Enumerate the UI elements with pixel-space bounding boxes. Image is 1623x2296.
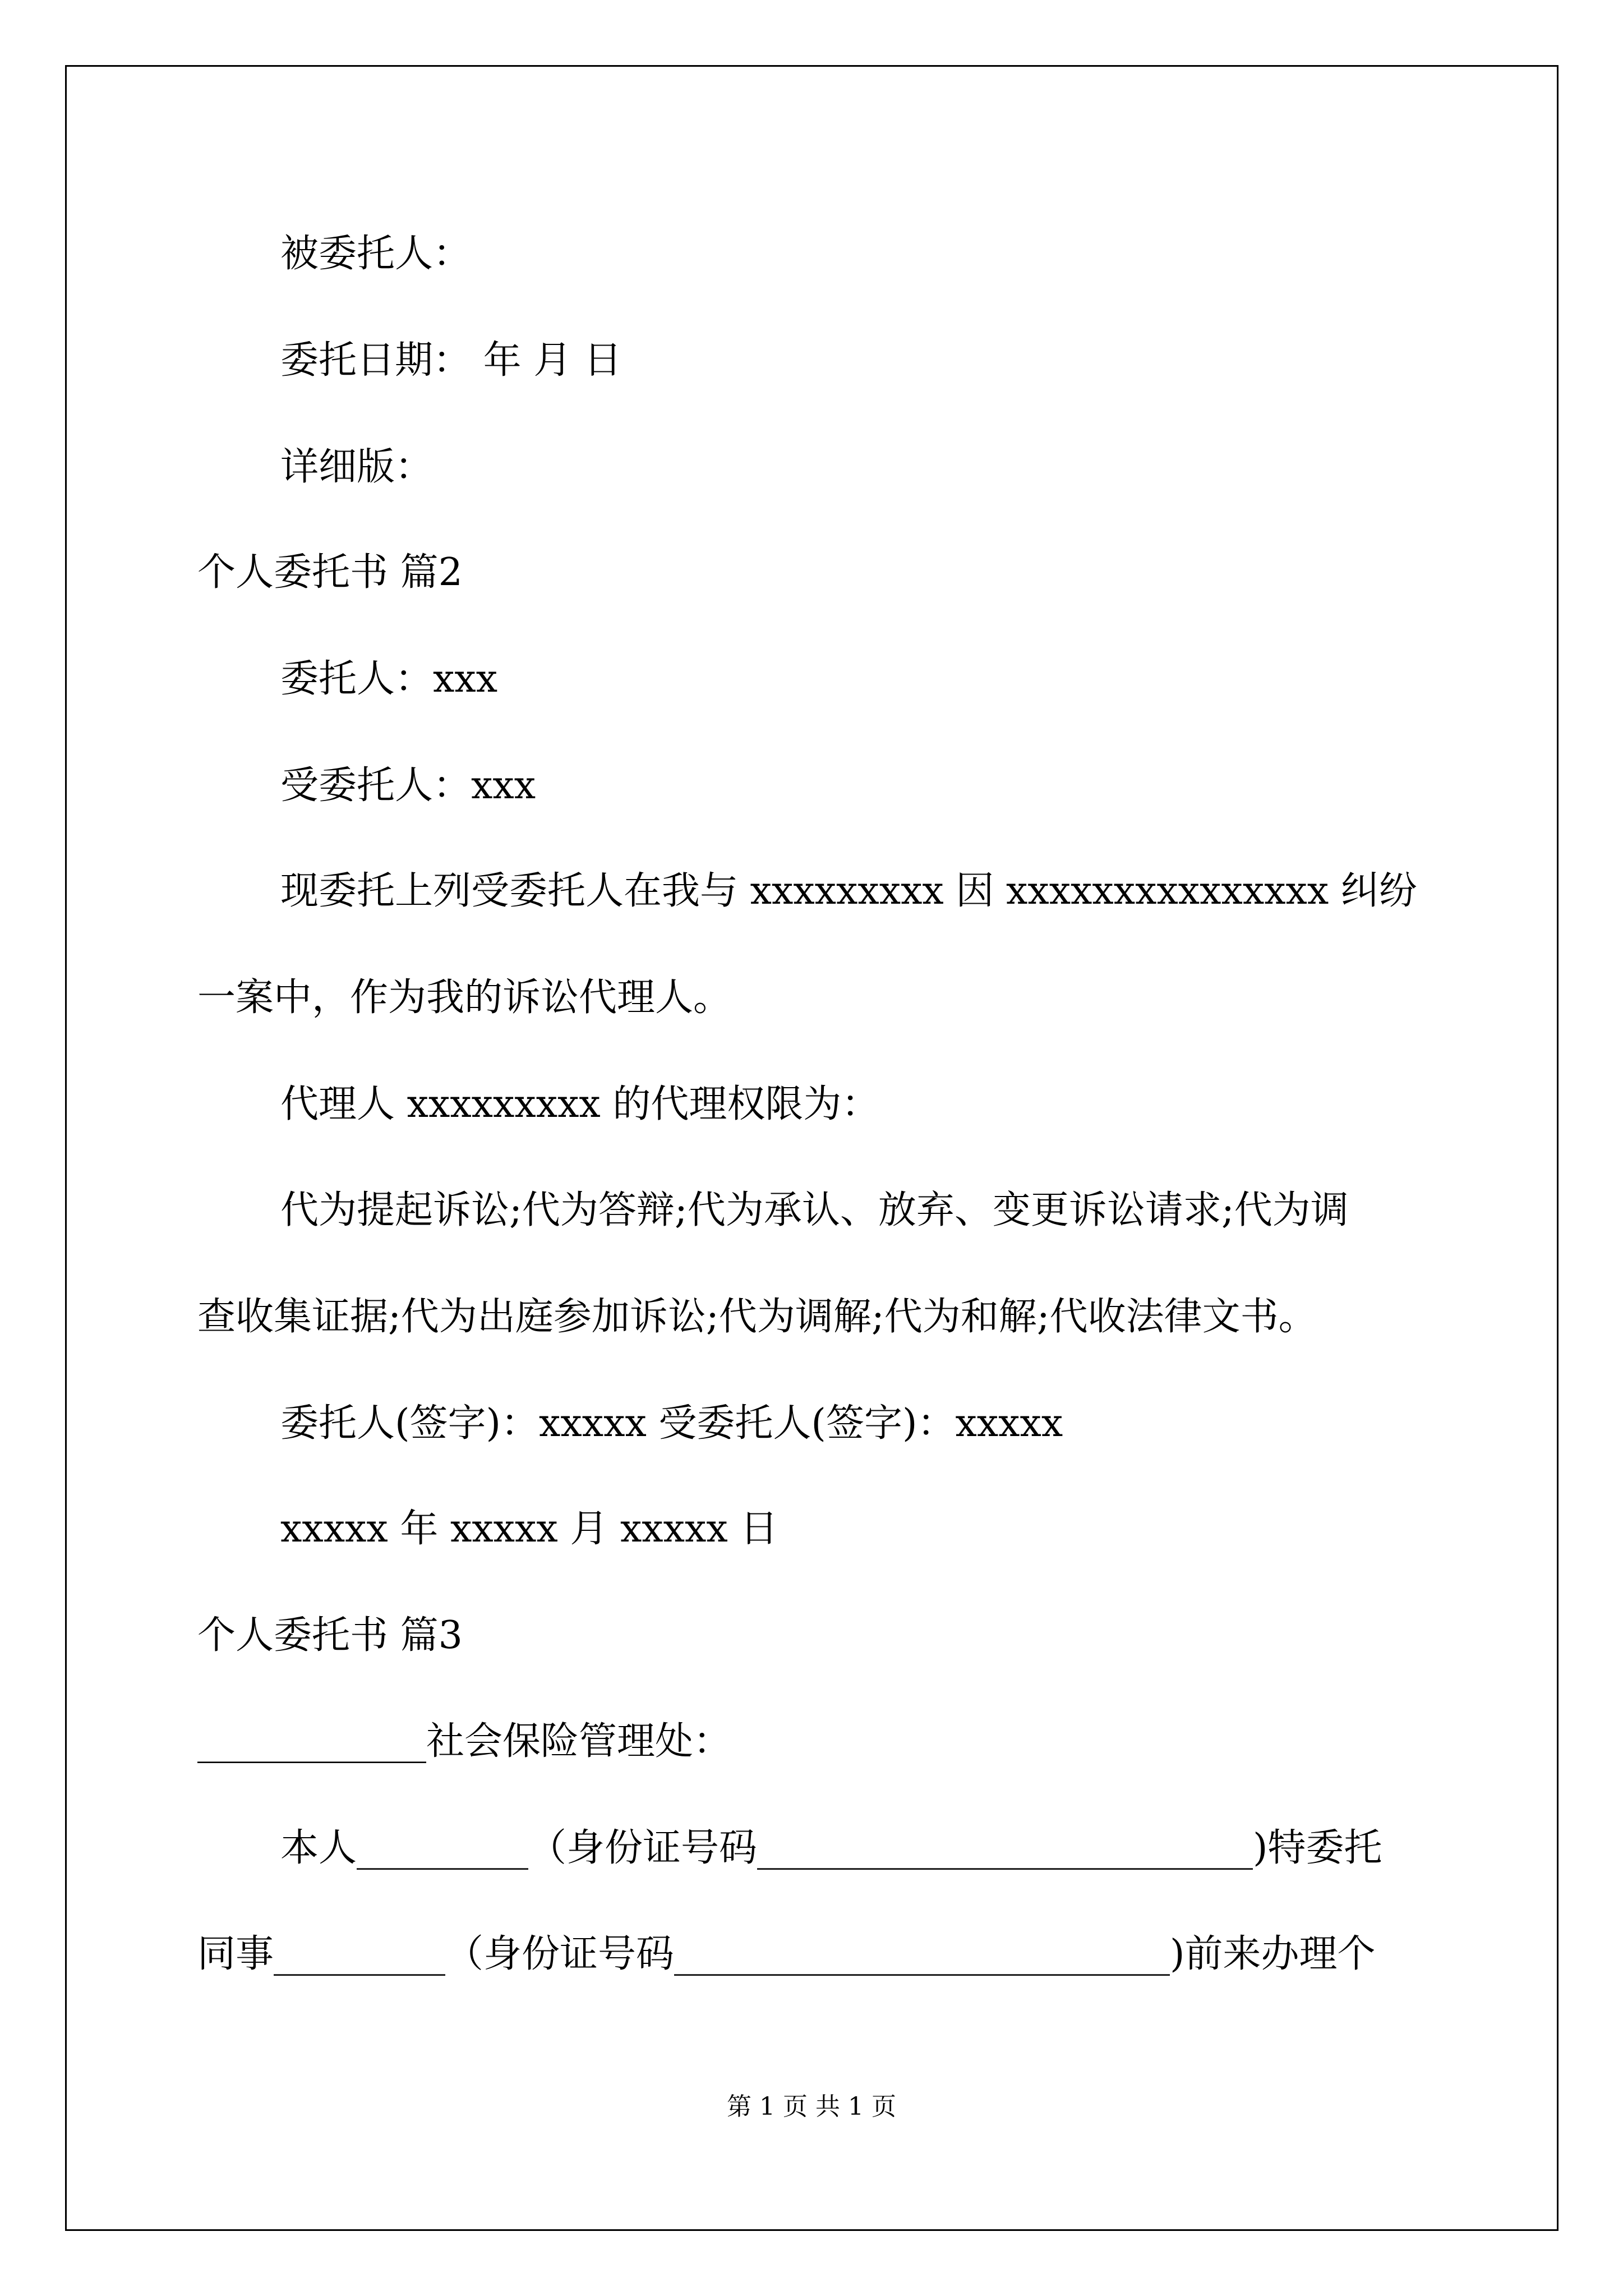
text-line-15: ____________社会保险管理处：	[197, 1719, 732, 1764]
text-line-16: 本人_________（身份证号码__________________________)特委托	[280, 1826, 1382, 1870]
text-line-9: 代理人 xxxxxxxxx 的代理权限为：	[280, 1082, 880, 1126]
text-line-3: 详细版：	[280, 445, 434, 489]
text-line-12: 委托人(签字)：xxxxx 受委托人(签字)：xxxxx	[280, 1401, 1063, 1446]
section-heading-3: 个人委托书 篇3	[197, 1613, 463, 1658]
text-line-5: 委托人：xxx	[280, 657, 498, 701]
page-footer: 第 1 页 共 1 页	[727, 2092, 896, 2121]
text-line-11: 查收集证据;代为出庭参加诉讼;代为调解;代为和解;代收法律文书。	[197, 1295, 1317, 1339]
text-line-7: 现委托上列受委托人在我与 xxxxxxxxx 因 xxxxxxxxxxxxxxx 纠纷	[280, 869, 1417, 913]
text-line-1: 被委托人：	[280, 232, 472, 276]
text-line-10: 代为提起诉讼;代为答辩;代为承认、放弃、变更诉讼请求;代为调	[280, 1188, 1349, 1232]
section-heading-2: 个人委托书 篇2	[197, 550, 463, 595]
text-line-17: 同事_________（身份证号码__________________________)前来办理个	[197, 1932, 1376, 1976]
text-line-6: 受委托人：xxx	[280, 763, 536, 808]
page-border	[65, 65, 1559, 2231]
text-line-8: 一案中，作为我的诉讼代理人。	[197, 976, 732, 1020]
text-line-13: xxxxx 年 xxxxx 月 xxxxx 日	[280, 1507, 778, 1551]
text-line-2: 委托日期： 年 月 日	[280, 338, 622, 383]
